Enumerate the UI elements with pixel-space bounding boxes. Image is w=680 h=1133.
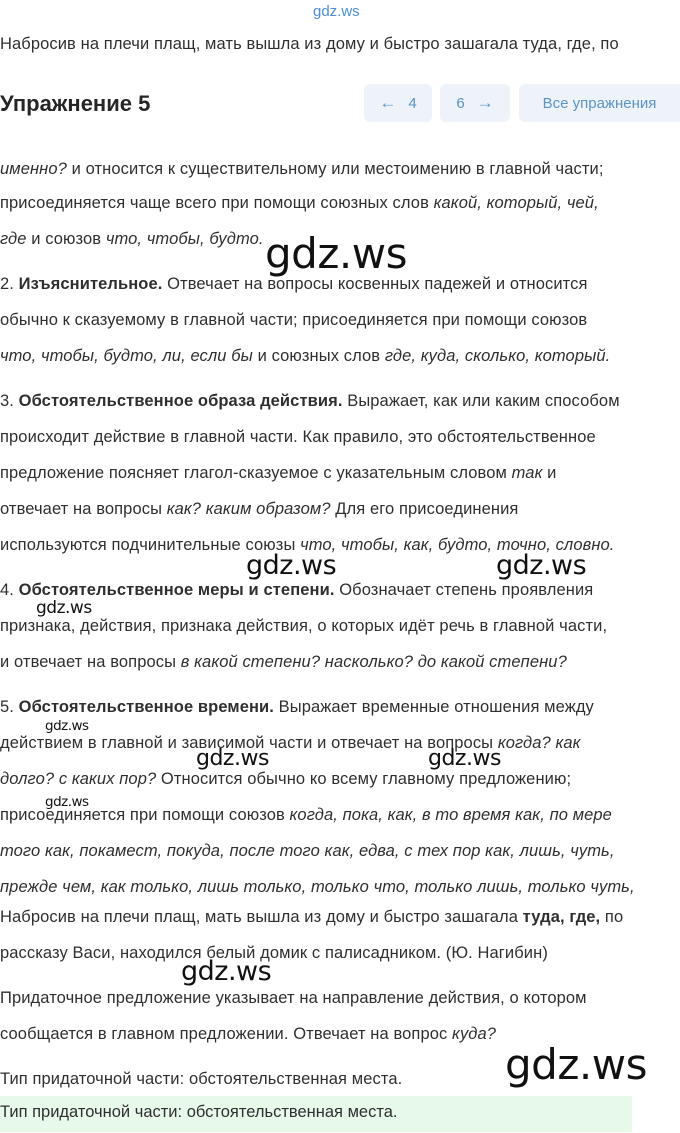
prev-exercise-label: 4 [408, 94, 417, 112]
text-line: признака, действия, признака действия, о которых идёт речь в главной части, [0, 617, 608, 635]
watermark: gdz.ws [196, 746, 269, 771]
exercise-title: Упражнение 5 [0, 91, 151, 116]
text-line: прежде чем, как только, лишь только, только что, только лишь, только чуть, [0, 878, 635, 896]
text-line: предложение поясняет глагол-сказуемое с указательным словом так и [0, 464, 557, 482]
arrow-left-icon: ← [379, 93, 397, 112]
example-sentence-line: Набросив на плечи плащ, мать вышла из дому и быстро зашагала туда, где, по [0, 908, 624, 926]
text-line: долго? с каких пор? Относится обычно ко всему главному предложению; [0, 770, 572, 788]
text-line: отвечает на вопросы как? каким образом? Для его присоединения [0, 500, 519, 518]
text-line: и отвечает на вопросы в какой степени? насколько? до какой степени? [0, 653, 567, 671]
text-line: именно? и относится к существительному или местоимению в главной части; [0, 160, 604, 178]
next-exercise-button[interactable] [440, 84, 510, 122]
watermark: gdz.ws [265, 229, 407, 278]
text-line: рассказу Васи, находился белый домик с палисадником. (Ю. Нагибин) [0, 944, 548, 962]
watermark: gdz.ws [45, 718, 89, 734]
watermark: gdz.ws [428, 746, 501, 771]
text-line: происходит действие в главной части. Как правило, это обстоятельственное [0, 428, 596, 446]
next-exercise-label: 6 [456, 94, 465, 112]
answer-box [0, 1096, 632, 1132]
text-line: присоединяется чаще всего при помощи союзных слов какой, который, чей, [0, 194, 599, 212]
text-line: присоединяется при помощи союзов когда, пока, как, в то время как, по мере [0, 806, 612, 824]
explanation-line: Придаточное предложение указывает на направление действия, о котором [0, 989, 587, 1007]
watermark: gdz.ws [505, 1040, 647, 1089]
paragraph-2-line: 2. Изъяснительное. Отвечает на вопросы косвенных падежей и относится [0, 275, 588, 293]
prev-exercise-button[interactable] [364, 84, 432, 122]
paragraph-3-line: 3. Обстоятельственное образа действия. Выражает, как или каким способом [0, 392, 620, 410]
header-sentence: Набросив на плечи плащ, мать вышла из дому и быстро зашагала туда, где, по [0, 35, 619, 53]
paragraph-4-line: 4. Обстоятельственное меры и степени. Обозначает степень проявления [0, 581, 594, 599]
text-line: где и союзов что, чтобы, будто. [0, 230, 264, 248]
all-exercises-button[interactable] [519, 84, 680, 122]
text-line: что, чтобы, будто, ли, если бы и союзных слов где, куда, сколько, который. [0, 347, 611, 365]
watermark: gdz.ws [181, 956, 272, 987]
watermark: gdz.ws [246, 550, 337, 581]
watermark: gdz.ws [496, 550, 587, 581]
watermark: gdz.ws [45, 794, 89, 810]
answer-text: Тип придаточной части: обстоятельственная места. [0, 1103, 398, 1121]
text-line: того как, покамест, покуда, после того как, едва, с тех пор как, лишь, чуть, [0, 842, 615, 860]
text-line: используются подчинительные союзы что, чтобы, как, будто, точно, словно. [0, 536, 615, 554]
conclusion-line: Тип придаточной части: обстоятельственная места. [0, 1070, 403, 1088]
text-line: сообщается в главном предложении. Отвечает на вопрос куда? [0, 1025, 497, 1043]
paragraph-5-line: 5. Обстоятельственное времени. Выражает временные отношения между [0, 698, 594, 716]
all-exercises-label: Все упражнения [542, 94, 657, 112]
watermark: gdz.ws [36, 598, 92, 618]
site-watermark-top: gdz.ws [313, 3, 360, 20]
arrow-right-icon: → [476, 93, 494, 112]
text-line: обычно к сказуемому в главной части; присоединяется при помощи союзов [0, 311, 588, 329]
text-line: действием в главной и зависимой части и отвечает на вопросы когда? как [0, 734, 581, 752]
